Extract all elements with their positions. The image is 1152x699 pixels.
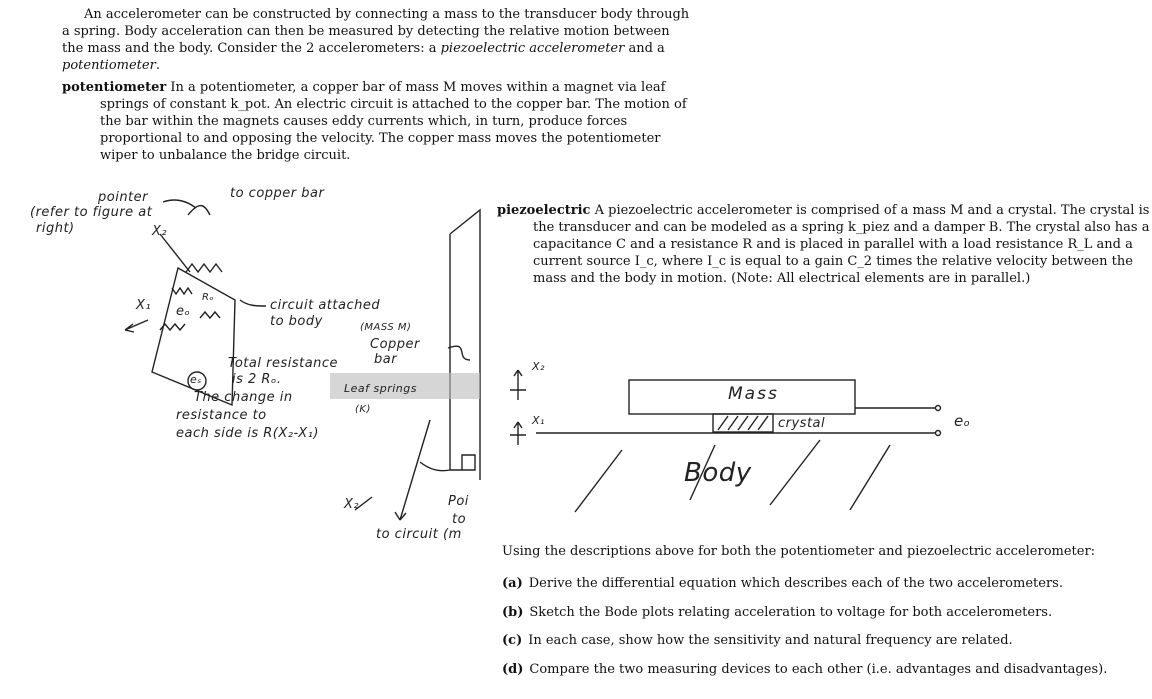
x2-axis: [510, 370, 526, 400]
question-d: (d) Compare the two measuring devices to each other (i.e. advantages and disadvantages).: [502, 662, 1108, 677]
label-to-copper-bar: to copper bar: [230, 186, 325, 201]
intro-paragraph: An accelerometer can be constructed by connecting a mass to the transducer body through a spring. Body acceleration can then be measured by detecting the relative motion between the mass and the body. Consider the 2 accelerometers: a piezoelectric accelerometer and a potentiometer.: [62, 7, 690, 73]
label-circuit2: to body: [270, 314, 323, 329]
label-x2b: X₂: [344, 497, 360, 512]
question-b: (b) Sketch the Bode plots relating acceleration to voltage for both accelerometers.: [502, 605, 1053, 620]
label-to-circuit: to circuit (m: [376, 527, 462, 542]
label-mass: Mass: [728, 384, 779, 404]
label-circuit1: circuit attached: [270, 298, 381, 313]
label-mass-m: (MASS M): [360, 322, 412, 333]
potentiometer-text: In a potentiometer, a copper bar of mass M moves within a magnet via leaf springs of constant k_pot. An electric circuit is attached to the copper bar. The motion of the bar within the magnets causes eddy currents which, in turn, produce forces proportional to and opposing the velocity. The copper mass moves the potentiometer wiper to unbalance the bridge circuit.: [100, 80, 687, 163]
label-refer2: right): [36, 221, 75, 236]
piezoelectric-heading: piezoelectric: [497, 203, 591, 218]
label-eo-right: eₒ: [954, 412, 971, 430]
frame-edge: [450, 210, 480, 480]
label-change3: each side is R(X₂-X₁): [176, 426, 319, 441]
label-es: eₛ: [190, 373, 202, 386]
label-x2-right: X₂: [532, 360, 545, 373]
pointer-curve: [188, 206, 210, 215]
x1-axis: [510, 422, 526, 445]
x1-arrow: [125, 320, 148, 332]
piezoelectric-text: A piezoelectric accelerometer is comprised of a mass M and a crystal. The crystal is the transducer and can be modeled as a spring k_piez and a damper B. The crystal also has a capacitance C and a resistance R and is placed in parallel with a load resistance R_L and a current source I_c, where I_c is equal to a gain C_2 times the relative velocity between the mass and the body in motion. (Note: All electrical elements are in parallel.): [533, 203, 1150, 286]
question-c: (c) In each case, show how the sensitivity and natural frequency are related.: [502, 633, 1013, 648]
label-total2: is 2 Rₒ.: [232, 372, 282, 387]
label-copper: Copper: [370, 337, 420, 352]
label-total1: Total resistance: [228, 356, 339, 371]
label-to: to: [452, 512, 467, 527]
label-eo: eₒ: [176, 304, 191, 319]
label-x1: X₁: [136, 298, 152, 313]
label-leaf: Leaf springs: [344, 382, 417, 395]
question-a: (a) Derive the differential equation which describes each of the two accelerometers.: [502, 576, 1063, 591]
resistor-top: [186, 264, 222, 272]
label-k: (K): [355, 404, 371, 415]
piezo-term: piezoelectric accelerometer: [440, 41, 625, 56]
label-pointer: pointer: [98, 190, 148, 205]
lower-arrow: [395, 420, 430, 520]
label-x2: X₂: [152, 224, 168, 239]
label-body: Body: [684, 458, 752, 488]
label-refer1: (refer to figure at: [30, 205, 153, 220]
label-x1-right: X₁: [532, 414, 545, 427]
pot-term: potentiometer: [62, 58, 156, 73]
label-ro: Rₒ: [202, 292, 215, 303]
label-change2: resistance to: [176, 408, 267, 423]
label-poi: Poi: [448, 494, 469, 509]
potentiometer-heading: potentiometer: [62, 80, 167, 95]
label-crystal: crystal: [778, 416, 826, 431]
label-bar: bar: [374, 352, 398, 367]
questions-intro: Using the descriptions above for both the potentiometer and piezoelectric accelerometer:: [502, 544, 1096, 559]
label-change1: The change in: [194, 390, 293, 405]
